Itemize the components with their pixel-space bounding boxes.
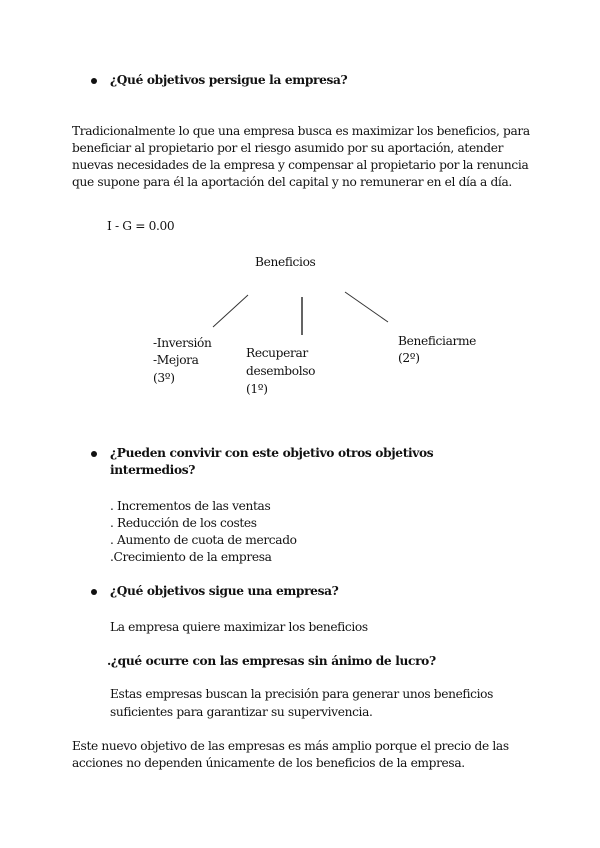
heading-q1: ¿Qué objetivos persigue la empresa? — [110, 73, 348, 87]
paragraph-line: Tradicionalmente lo que una empresa busca es maximizar los beneficios, para — [72, 124, 530, 138]
answer-q4-cont: suficientes para garantizar su supervivencia. — [110, 705, 373, 719]
paragraph-line: beneficiar al propietario por el riesgo asumido por su aportación, atender — [72, 141, 504, 155]
heading-q2: ¿Pueden convivir con este objetivo otros objetivos — [110, 446, 434, 460]
bullet-icon — [91, 451, 97, 457]
final-paragraph-cont: acciones no dependen únicamente de los beneficios de la empresa. — [72, 756, 465, 770]
connector-left — [213, 295, 248, 327]
paragraph-line: nuevas necesidades de la empresa y compensar al propietario por la renuncia — [72, 158, 529, 172]
bullet-icon — [91, 589, 97, 595]
diagram-left-1: -Inversión — [153, 336, 212, 350]
formula: I - G = 0.00 — [107, 219, 175, 233]
diagram-middle-2: desembolso — [246, 364, 316, 378]
diagram-left-3: (3º) — [153, 371, 175, 385]
list-item: . Incrementos de las ventas — [110, 499, 271, 513]
diagram-left-2: -Mejora — [153, 353, 199, 367]
diagram-root: Beneficios — [255, 255, 316, 269]
final-paragraph: Este nuevo objetivo de las empresas es más amplio porque el precio de las — [72, 739, 509, 753]
answer-q4: Estas empresas buscan la precisión para generar unos beneficios — [110, 687, 494, 701]
list-item: .Crecimiento de la empresa — [110, 550, 272, 564]
heading-q4: .¿qué ocurre con las empresas sin ánimo de lucro? — [107, 654, 436, 668]
diagram-right-2: (2º) — [398, 351, 420, 365]
answer-q3: La empresa quiere maximizar los beneficios — [110, 620, 368, 634]
list-item: . Reducción de los costes — [110, 516, 257, 530]
connector-right — [345, 292, 388, 322]
diagram-right-1: Beneficiarme — [398, 334, 477, 348]
list-item: . Aumento de cuota de mercado — [110, 533, 297, 547]
heading-q3: ¿Qué objetivos sigue una empresa? — [110, 584, 339, 598]
diagram-middle-1: Recuperar — [246, 346, 308, 360]
paragraph-line: que supone para él la aportación del capital y no remunerar en el día a día. — [72, 175, 512, 189]
diagram-middle-3: (1º) — [246, 382, 268, 396]
heading-q2-cont: intermedios? — [110, 463, 196, 477]
